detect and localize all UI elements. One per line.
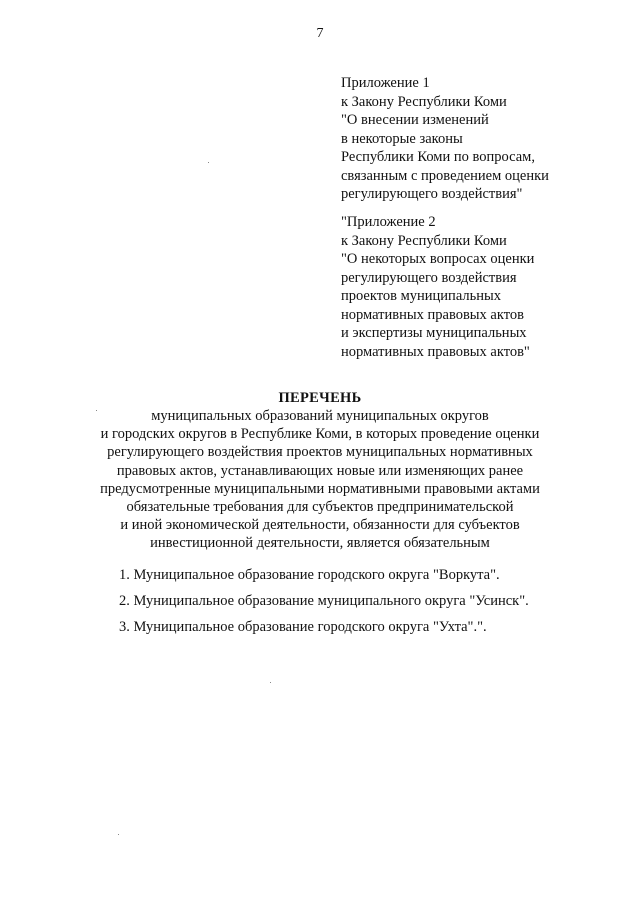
appendix-2-line: "О некоторых вопросах оценки bbox=[341, 251, 535, 267]
municipality-list bbox=[119, 566, 529, 644]
list-item: 1. Муниципальное образование городского округа "Воркута". bbox=[119, 567, 500, 583]
document-subtitle bbox=[0, 407, 640, 553]
appendix-2-line: "Приложение 2 bbox=[341, 214, 436, 230]
subtitle-line: муниципальных образований муниципальных округов bbox=[151, 408, 489, 424]
appendix-2-line: и экспертизы муниципальных bbox=[341, 325, 527, 341]
subtitle-line: регулирующего воздействия проектов муниципальных нормативных bbox=[107, 444, 533, 461]
subtitle-line: и иной экономической деятельности, обязанности для субъектов bbox=[120, 517, 520, 534]
appendix-2-line: регулирующего воздействия bbox=[341, 269, 517, 286]
page-number: 7 bbox=[316, 26, 324, 41]
appendix-2-line: нормативных правовых актов bbox=[341, 306, 524, 323]
document-heading: ПЕРЕЧЕНЬ bbox=[278, 390, 362, 406]
subtitle-line: правовых актов, устанавливающих новые или изменяющих ранее bbox=[116, 462, 524, 479]
appendix-1-line: в некоторые законы bbox=[341, 130, 463, 147]
appendix-1-line: связанным с проведением оценки bbox=[341, 167, 549, 184]
subtitle-line: и городских округов в Республике Коми, в которых проведение оценки bbox=[100, 426, 540, 443]
appendix-2-line: к Закону Республики Коми bbox=[341, 232, 507, 249]
appendix-1-line: "О внесении изменений bbox=[341, 112, 489, 128]
appendix-2-header bbox=[341, 213, 534, 361]
list-item: 3. Муниципальное образование городского округа "Ухта".". bbox=[119, 619, 487, 635]
subtitle-line: инвестиционной деятельности, является обязательным bbox=[150, 535, 490, 552]
scan-speck bbox=[208, 162, 209, 163]
appendix-1-line: Приложение 1 bbox=[341, 75, 430, 91]
scan-speck bbox=[96, 410, 97, 411]
scan-speck bbox=[270, 682, 271, 683]
appendix-1-header bbox=[341, 74, 549, 204]
appendix-1-line: регулирующего воздействия" bbox=[341, 186, 523, 202]
subtitle-line: обязательные требования для субъектов предпринимательской bbox=[126, 499, 514, 516]
list-item: 2. Муниципальное образование муниципального округа "Усинск". bbox=[119, 593, 529, 609]
appendix-1-line: к Закону Республики Коми bbox=[341, 93, 507, 110]
appendix-1-line: Республики Коми по вопросам, bbox=[341, 149, 535, 165]
appendix-2-line: проектов муниципальных bbox=[341, 288, 501, 304]
appendix-2-line: нормативных правовых актов" bbox=[341, 343, 530, 360]
subtitle-line: предусмотренные муниципальными нормативными правовыми актами bbox=[100, 480, 540, 497]
scan-speck bbox=[118, 834, 119, 835]
